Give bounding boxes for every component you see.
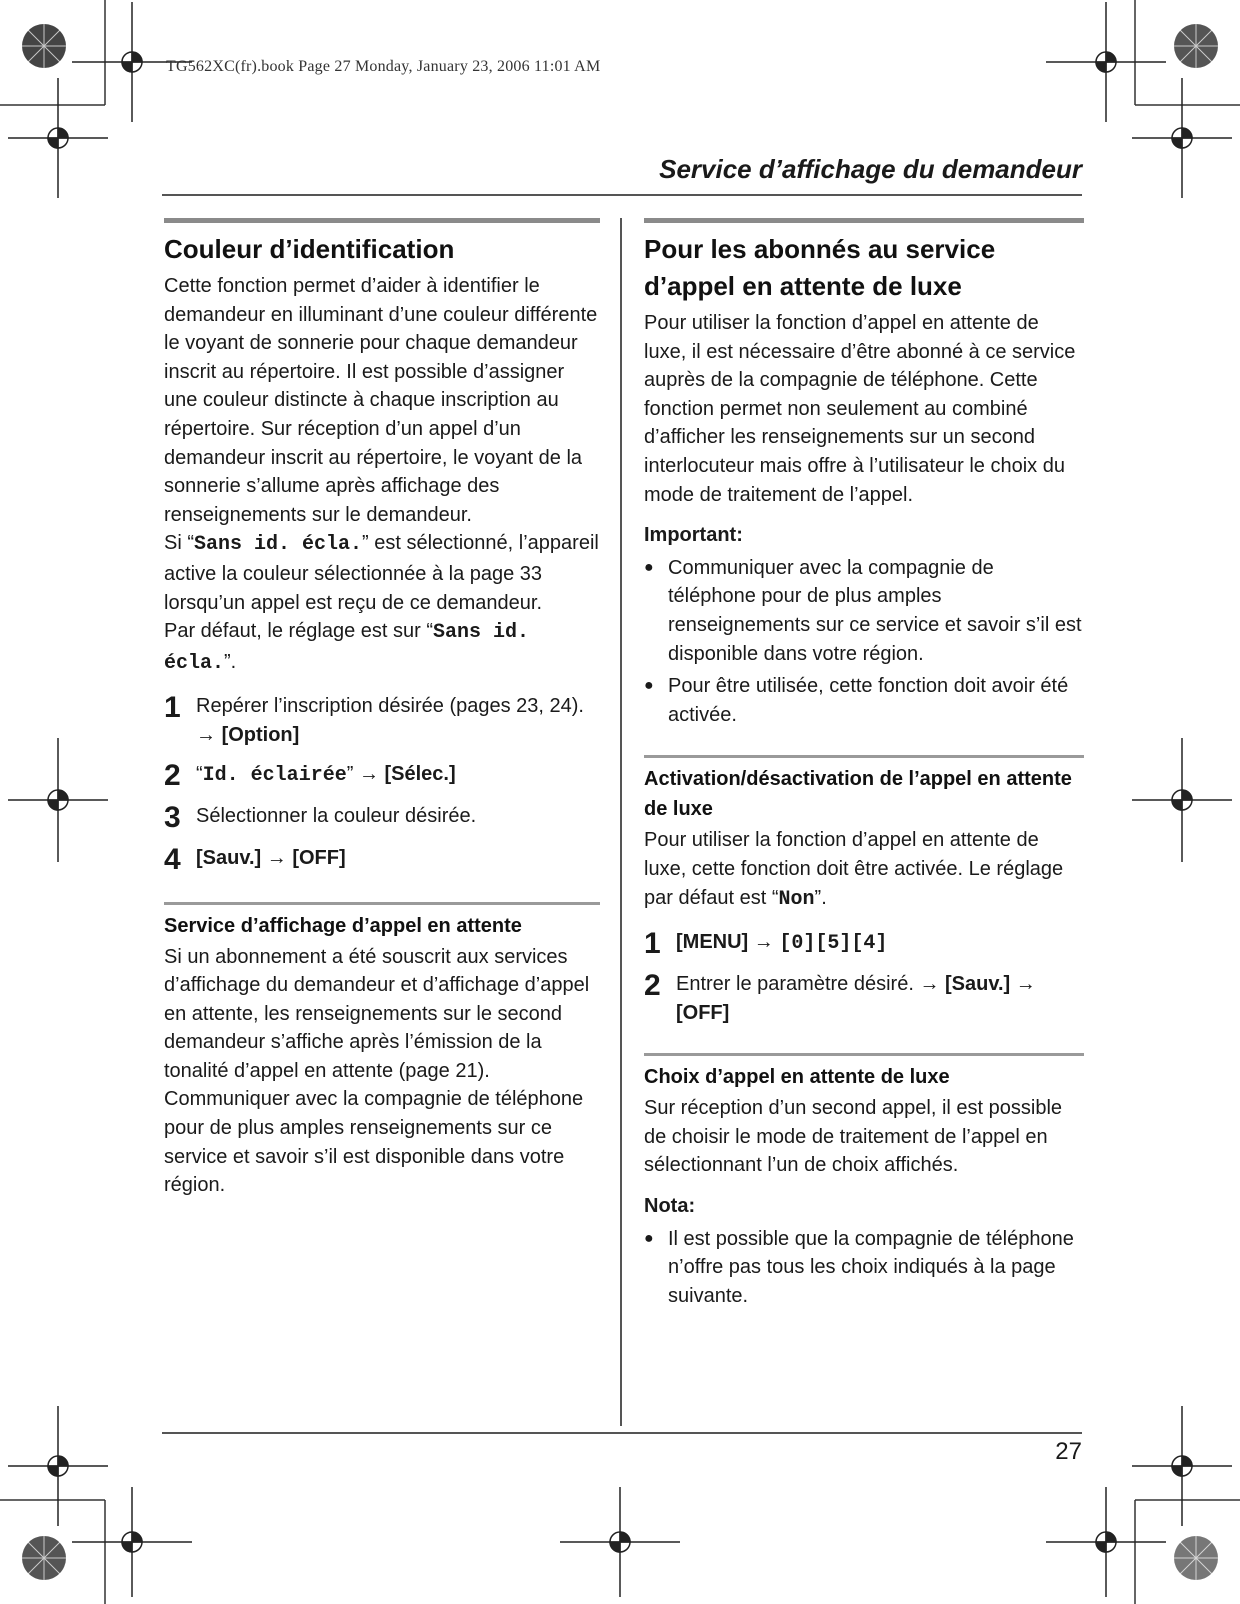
arrow-icon: →	[266, 846, 287, 869]
arrow-icon: →	[358, 762, 379, 785]
selection-note	[164, 529, 600, 617]
bullet-icon: ●	[644, 1229, 654, 1247]
step-text	[676, 928, 1084, 960]
display-code: Id. éclairée	[202, 763, 347, 787]
section-title-deluxe: Pour les abonnés au service d’appel en attente de luxe	[644, 234, 996, 301]
step-text	[196, 844, 600, 876]
bullet-text: Pour être utilisée, cette fonction doit avoir été activée.	[668, 675, 1069, 726]
section-bar	[644, 218, 1084, 223]
step-text	[196, 692, 600, 749]
list-item	[644, 672, 1084, 729]
bullet-icon: ●	[644, 677, 654, 695]
default-note	[164, 617, 600, 678]
subsection-body: Sur réception d’un second appel, il est possible de choisir le mode de traitement de l’appel en sélectionnant l’un de choix affichés.	[644, 1097, 1063, 1177]
step-1	[644, 928, 1084, 960]
display-code: Sans id. écla.	[194, 533, 363, 557]
display-code: Sans id. écla.	[164, 621, 530, 675]
menu-button: [MENU]	[676, 931, 749, 954]
option-button: [Option]	[221, 723, 300, 746]
list-item	[644, 554, 1084, 668]
list-item	[644, 1225, 1084, 1311]
step-4	[164, 844, 600, 876]
step-text	[196, 760, 600, 792]
subsection-body	[644, 826, 1084, 914]
step-number: 1	[164, 691, 181, 725]
page-number: 27	[1055, 1438, 1082, 1465]
step-number: 2	[164, 758, 181, 792]
bullet-text: Communiquer avec la compagnie de téléphone pour de plus amples renseignements sur ce service et savoir s’il est disponible dans votre région.	[668, 556, 1082, 665]
save-button: [Sauv.]	[945, 973, 1011, 996]
step-instruction: Sélectionner la couleur désirée.	[196, 804, 477, 827]
section-body: Cette fonction permet d’aider à identifier le demandeur en illuminant d’une couleur différente le voyant de sonnerie pour chaque demandeur inscrit au répertoire. Il est possible d’assigner une couleur distincte à chaque inscription au répertoire. Sur réception d’un appel d’un demandeur inscrit au répertoire, le voyant de la sonnerie s’allume après affichage des renseignements sur le demandeur.	[164, 275, 598, 526]
arrow-icon: →	[753, 931, 774, 954]
running-title: Service d’affichage du demandeur	[659, 154, 1082, 184]
body-text: Pour utiliser la fonction d’appel en attente de luxe, cette fonction doit être activée. Le réglage par défaut est “	[644, 829, 1064, 909]
note-text: ”.	[224, 650, 237, 673]
subsection-rule	[644, 755, 1084, 758]
section-title-couleur: Couleur d’identification	[164, 234, 455, 264]
step-number: 2	[644, 969, 661, 1003]
subsection-rule	[164, 902, 600, 905]
quote: “	[196, 762, 203, 785]
arrow-icon: →	[196, 723, 216, 746]
print-header: TG562XC(fr).book Page 27 Monday, January 23, 2006 11:01 AM	[166, 58, 601, 75]
header-rule	[162, 194, 1082, 196]
column-divider	[620, 218, 622, 1426]
left-column	[164, 218, 600, 1200]
subsection-body: Si un abonnement a été souscrit aux services d’affichage du demandeur et d’affichage d’appel en attente, les renseignements sur le second demandeur s’affiche après l’émission de la tonalité d’appel en attente (page 21). Communiquer avec la compagnie de téléphone pour de plus amples renseignements sur ce service et savoir s’il est disponible dans votre région.	[164, 945, 590, 1197]
arrow-icon: →	[919, 973, 940, 996]
subsection-title-call-waiting: Service d’affichage d’appel en attente	[164, 914, 522, 937]
important-label: Important:	[644, 524, 743, 547]
step-2	[164, 760, 600, 792]
step-instruction: Repérer l’inscription désirée (pages 23, 24).	[196, 695, 584, 718]
save-button: [Sauv.]	[196, 846, 262, 869]
footer-rule	[162, 1432, 1082, 1434]
off-button: [OFF]	[292, 846, 346, 869]
step-number: 1	[644, 927, 661, 961]
section-bar	[164, 218, 600, 223]
subsection-rule	[644, 1053, 1084, 1056]
subsection-title-choice: Choix d’appel en attente de luxe	[644, 1066, 950, 1089]
step-number: 3	[164, 800, 181, 834]
right-column	[644, 218, 1084, 1310]
note-text: ” est sélectionné, l’appareil active la couleur sélectionnée à la page 33 lorsqu’un appel est reçu de ce demandeur.	[164, 532, 599, 614]
step-number: 4	[164, 842, 181, 876]
step-1	[164, 692, 600, 749]
nota-label: Nota:	[644, 1195, 696, 1218]
subsection-title-activation: Activation/désactivation de l’appel en attente de luxe	[644, 768, 1072, 821]
note-text: Si “	[164, 532, 194, 555]
select-button: [Sélec.]	[384, 762, 456, 785]
bullet-text: Il est possible que la compagnie de téléphone n’offre pas tous les choix indiqués à la page suivante.	[668, 1227, 1074, 1307]
body-text: ”.	[814, 886, 827, 909]
quote: ”	[346, 762, 354, 785]
note-text: Par défaut, le réglage est sur “	[164, 620, 434, 643]
step-2	[644, 970, 1084, 1027]
step-instruction: Entrer le paramètre désiré.	[676, 973, 914, 996]
step-text	[676, 970, 1084, 1027]
bullet-icon: ●	[644, 558, 654, 576]
section-body: Pour utiliser la fonction d’appel en attente de luxe, il est nécessaire d’être abonné à ce service auprès de la compagnie de téléphone. Cette fonction permet non seulement au combiné d’afficher les renseignements sur un second interlocuteur mais offre à l’utilisateur le choix du mode de traitement de l’appel.	[644, 312, 1076, 506]
off-button: [OFF]	[676, 1001, 730, 1024]
key-sequence: [0][5][4]	[779, 932, 888, 956]
display-code: Non	[778, 887, 815, 911]
arrow-icon: →	[1015, 973, 1036, 996]
step-3	[164, 802, 600, 834]
